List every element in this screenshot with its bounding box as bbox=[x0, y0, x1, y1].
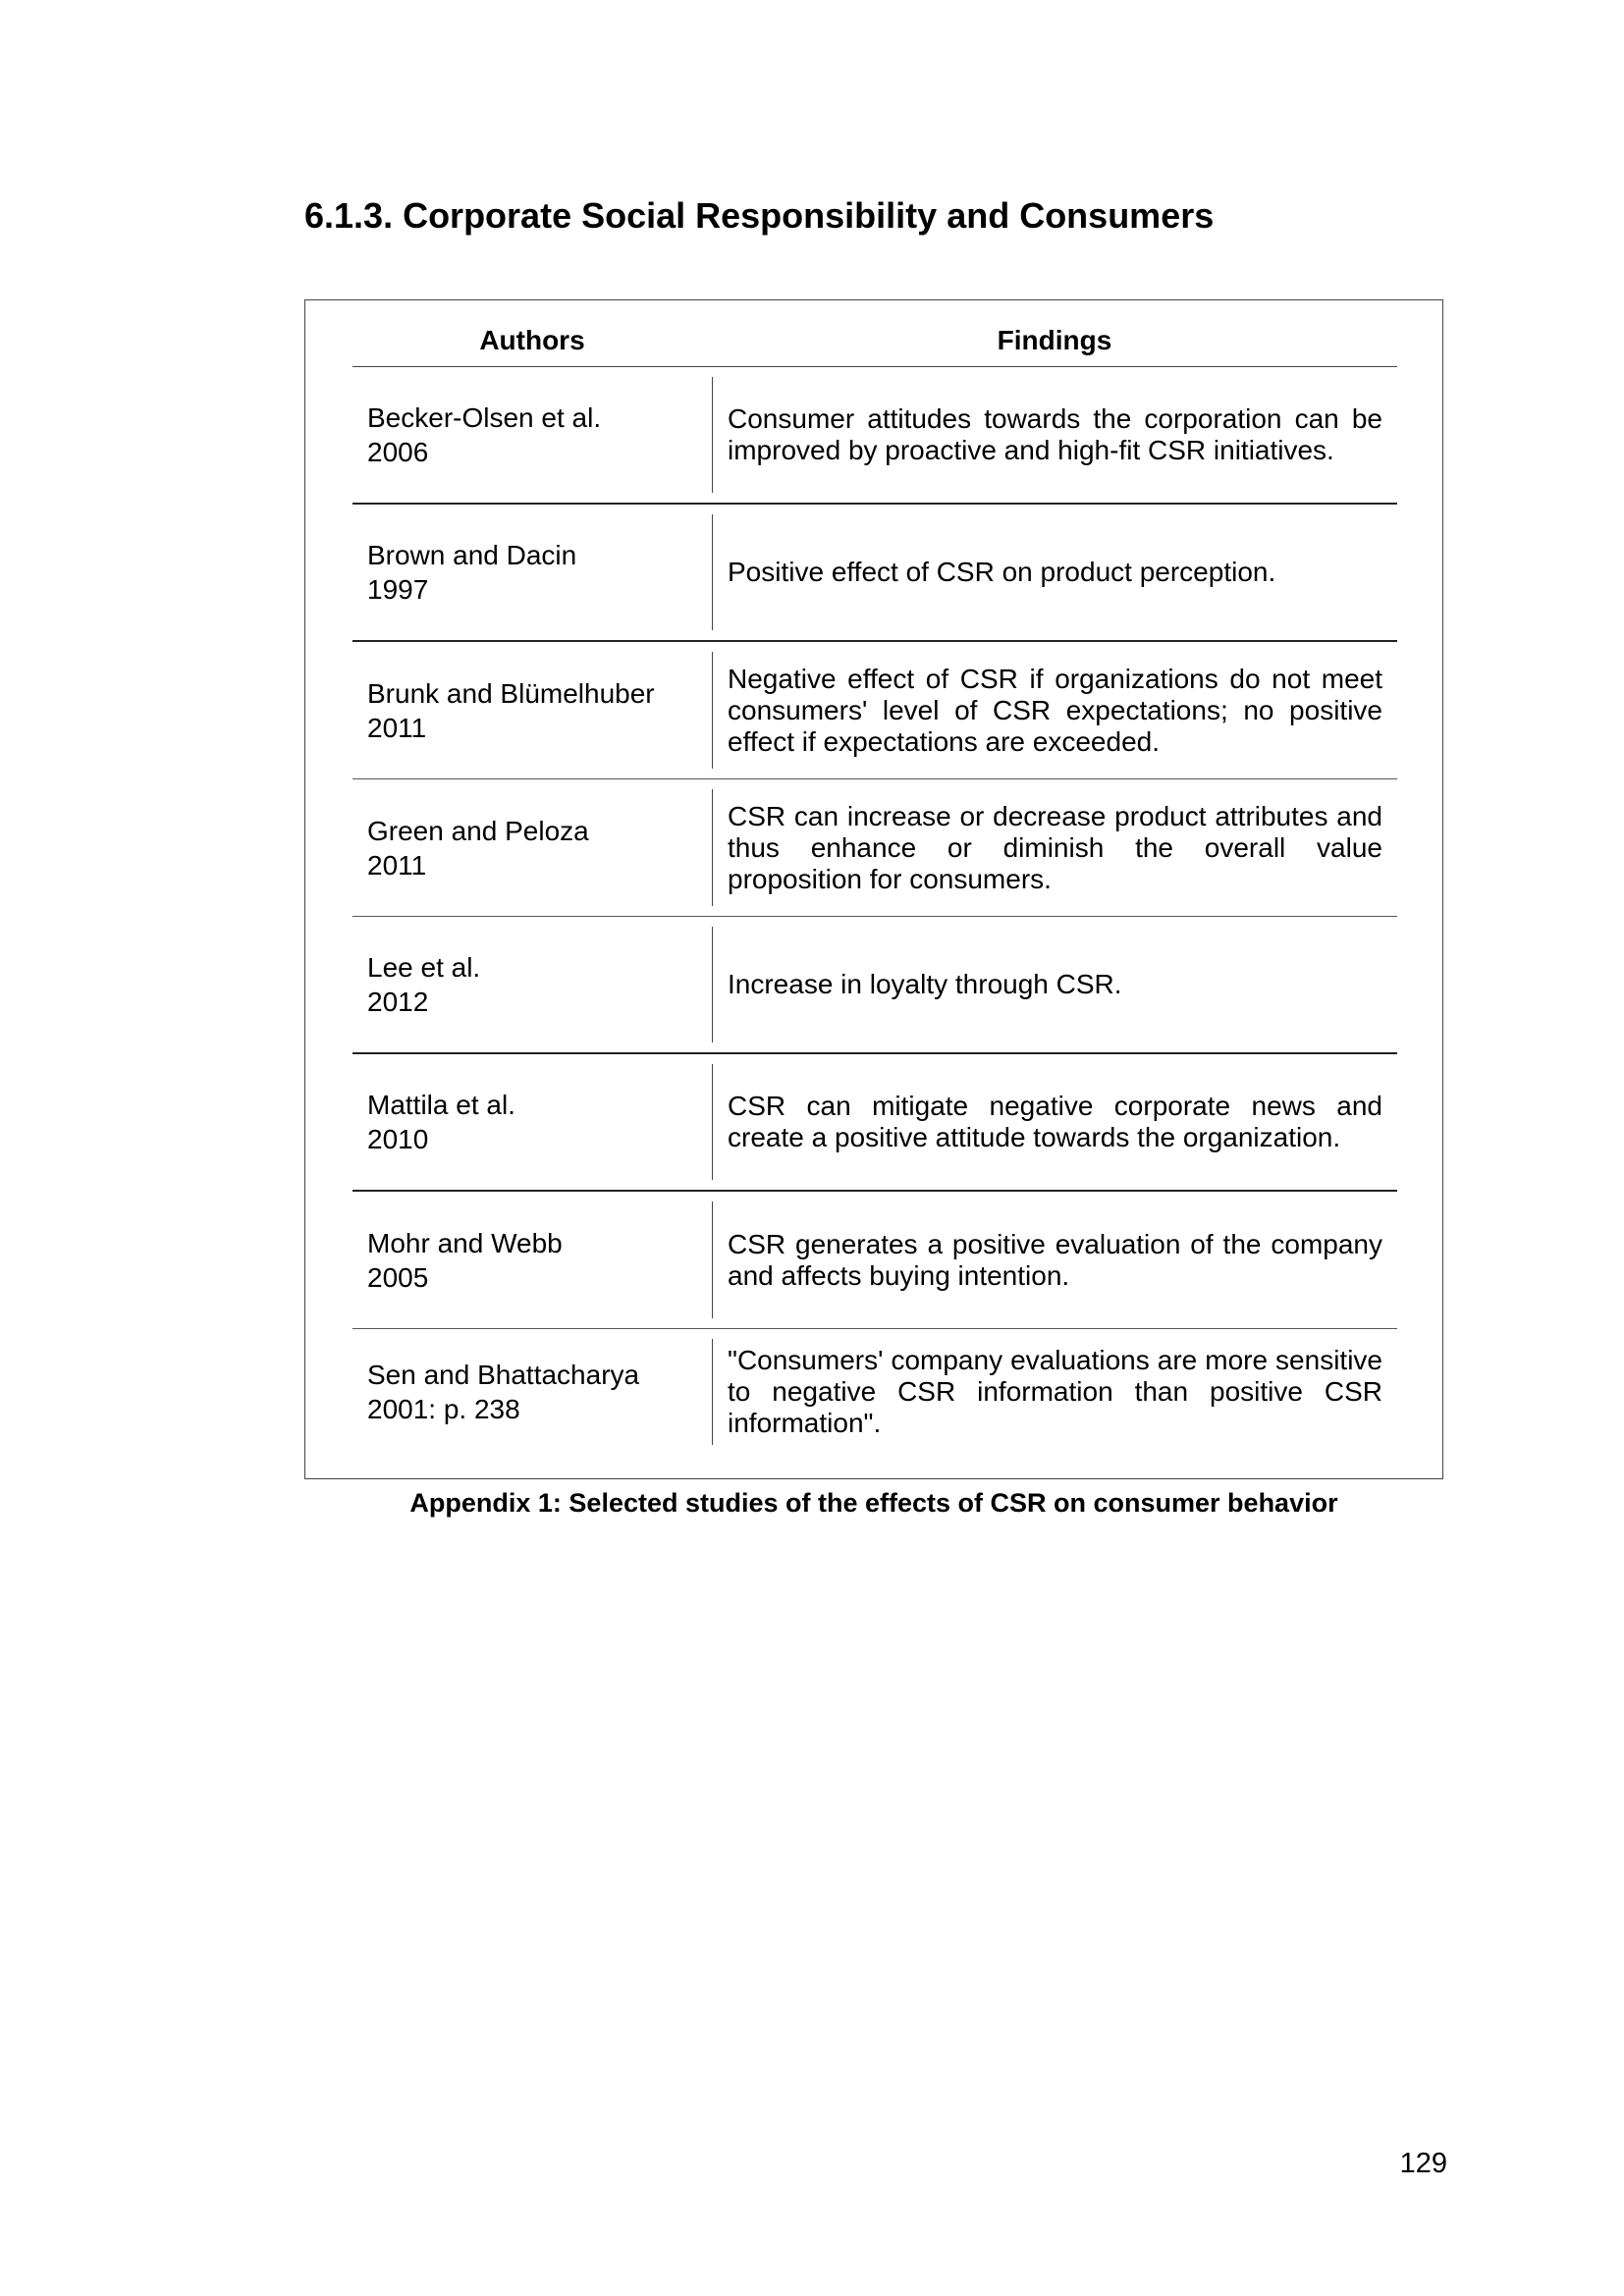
author-name: Sen and Bhattacharya bbox=[367, 1360, 640, 1390]
finding-cell bbox=[728, 642, 1382, 778]
author-name: Brunk and Blümelhuber bbox=[367, 677, 655, 709]
finding-text: CSR generates a positive evaluation of the company and affects buying intention. bbox=[728, 1228, 1382, 1291]
section-heading: 6.1.3. Corporate Social Responsibility and Consumers bbox=[304, 195, 1215, 236]
csr-studies-table bbox=[304, 299, 1443, 1479]
table-row bbox=[352, 1054, 1397, 1192]
author-year: 2006 bbox=[367, 437, 429, 467]
column-header-findings: Findings bbox=[997, 325, 1112, 355]
table-row bbox=[352, 1192, 1397, 1329]
finding-cell bbox=[728, 1192, 1382, 1328]
table-row bbox=[352, 642, 1397, 779]
column-divider bbox=[712, 377, 713, 493]
finding-cell bbox=[728, 779, 1382, 916]
author-year: 2012 bbox=[367, 987, 429, 1017]
column-divider bbox=[712, 789, 713, 906]
finding-text: Negative effect of CSR if organizations do not meet consumers' level of CSR expectations; no positive effect if expectations are exceeded. bbox=[728, 663, 1382, 757]
finding-cell bbox=[728, 917, 1382, 1052]
finding-text: CSR can mitigate negative corporate news and create a positive attitude towards the organization. bbox=[728, 1091, 1382, 1152]
author-cell bbox=[367, 779, 701, 916]
column-divider bbox=[712, 652, 713, 769]
author-name: Brown and Dacin bbox=[367, 540, 577, 570]
table-header-row bbox=[352, 300, 1397, 367]
author-cell bbox=[367, 505, 701, 640]
author-cell bbox=[367, 642, 701, 778]
finding-text: CSR can increase or decrease product attributes and thus enhance or diminish the overall value proposition for consumers. bbox=[728, 800, 1382, 894]
finding-text: Consumer attitudes towards the corporation can be improved by proactive and high-fit CSR initiatives. bbox=[728, 403, 1382, 465]
author-name: Becker-Olsen et al. bbox=[367, 402, 602, 433]
author-year: 2010 bbox=[367, 1124, 429, 1154]
finding-cell bbox=[728, 1329, 1382, 1455]
table-body bbox=[352, 300, 1397, 1455]
column-divider bbox=[712, 1339, 713, 1445]
author-name: Mohr and Webb bbox=[367, 1227, 563, 1258]
author-cell bbox=[367, 367, 701, 503]
author-cell bbox=[367, 1329, 701, 1455]
author-year: 2001: p. 238 bbox=[367, 1394, 520, 1424]
author-cell bbox=[367, 917, 701, 1052]
author-year: 1997 bbox=[367, 574, 429, 605]
table-row bbox=[352, 367, 1397, 505]
table-row bbox=[352, 1329, 1397, 1455]
column-divider bbox=[712, 927, 713, 1042]
table-row bbox=[352, 505, 1397, 642]
column-header-authors: Authors bbox=[479, 325, 585, 355]
author-year: 2005 bbox=[367, 1261, 429, 1293]
table-row bbox=[352, 779, 1397, 917]
author-cell bbox=[367, 1192, 701, 1328]
finding-cell bbox=[728, 505, 1382, 640]
author-year: 2011 bbox=[367, 712, 427, 743]
author-name: Lee et al. bbox=[367, 952, 481, 983]
finding-cell bbox=[728, 367, 1382, 503]
finding-cell bbox=[728, 1054, 1382, 1190]
finding-text: "Consumers' company evaluations are more sensitive to negative CSR information than positive CSR information". bbox=[728, 1345, 1382, 1438]
author-cell bbox=[367, 1054, 701, 1190]
column-divider bbox=[712, 1064, 713, 1180]
finding-text: Positive effect of CSR on product perception. bbox=[728, 557, 1276, 587]
table-row bbox=[352, 917, 1397, 1054]
author-name: Mattila et al. bbox=[367, 1090, 515, 1120]
finding-text: Increase in loyalty through CSR. bbox=[728, 969, 1122, 999]
author-year: 2011 bbox=[367, 849, 427, 881]
author-name: Green and Peloza bbox=[367, 815, 589, 846]
page-number: 129 bbox=[1399, 2148, 1447, 2179]
table-caption: Appendix 1: Selected studies of the effects of CSR on consumer behavior bbox=[409, 1488, 1338, 1518]
column-divider bbox=[712, 514, 713, 630]
column-divider bbox=[712, 1201, 713, 1318]
